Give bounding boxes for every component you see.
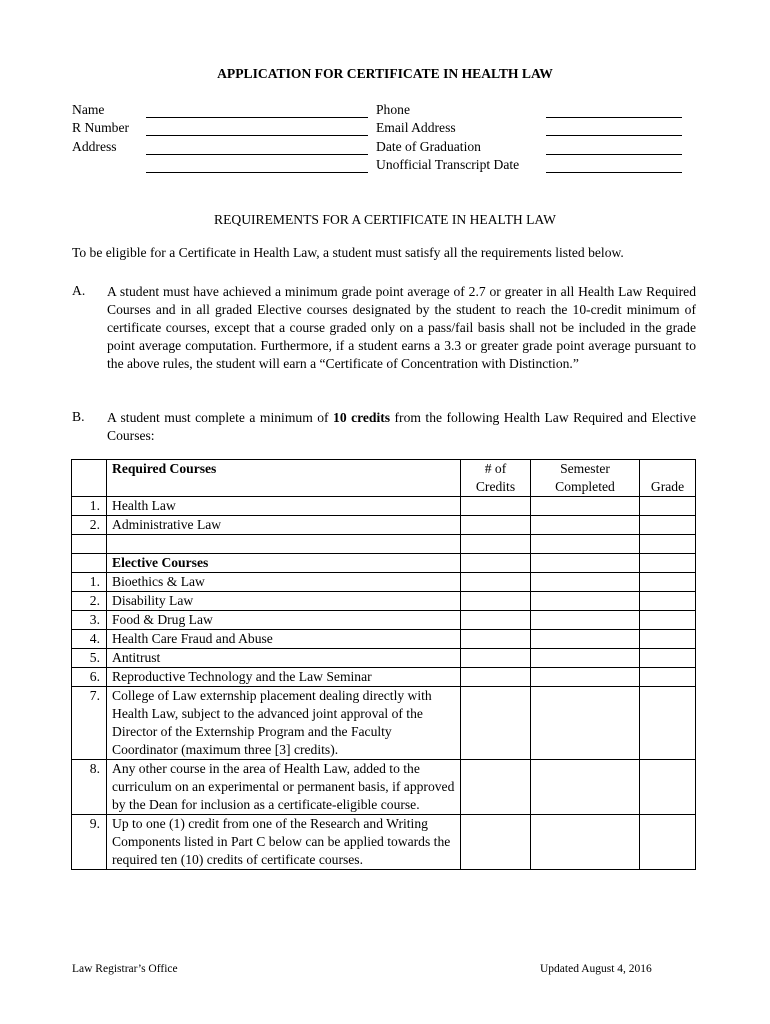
credits-header-line-1: # of	[484, 461, 507, 476]
course-name: Bioethics & Law	[107, 573, 461, 592]
transcript-date-field[interactable]	[546, 172, 682, 173]
course-name: Up to one (1) credit from one of the Research and Writing Components listed in Part C below can be applied towards the required ten (10) credits of certificate courses.	[107, 815, 461, 870]
elective-header-row	[72, 554, 696, 573]
semester-cell[interactable]	[531, 592, 640, 611]
table-row	[72, 497, 696, 516]
r-number-label: R Number	[72, 120, 130, 135]
grade-cell[interactable]	[640, 760, 696, 815]
course-name: College of Law externship placement dealing directly with Health Law, subject to the advanced joint approval of the Director of the Externship Program and the Faculty Coordinator (maximum three [3] credits).	[107, 687, 461, 760]
course-name: Food & Drug Law	[107, 611, 461, 630]
table-row	[72, 516, 696, 535]
row-number: 8.	[72, 760, 107, 815]
section-b-credits-emphasis: 10 credits	[333, 410, 391, 425]
credits-cell[interactable]	[461, 592, 531, 611]
semester-header	[531, 460, 640, 497]
table-row	[72, 687, 696, 760]
semester-cell[interactable]	[531, 630, 640, 649]
grade-cell[interactable]	[640, 592, 696, 611]
section-b-marker: B.	[72, 409, 85, 424]
name-field[interactable]	[146, 117, 368, 118]
credits-cell[interactable]	[461, 649, 531, 668]
footer-office: Law Registrar’s Office	[72, 963, 178, 975]
course-name: Any other course in the area of Health Law, added to the curriculum on an experimental or permanent basis, if approved by the Dean for inclusion as a certificate-eligible course.	[107, 760, 461, 815]
grade-cell[interactable]	[640, 649, 696, 668]
grade-cell[interactable]	[640, 611, 696, 630]
table-row	[72, 760, 696, 815]
credits-cell[interactable]	[461, 497, 531, 516]
table-row	[72, 630, 696, 649]
semester-cell[interactable]	[531, 516, 640, 535]
intro-paragraph: To be eligible for a Certificate in Health Law, a student must satisfy all the requirements listed below.	[72, 245, 624, 260]
phone-field[interactable]	[546, 117, 682, 118]
credits-cell[interactable]	[461, 630, 531, 649]
semester-cell[interactable]	[531, 611, 640, 630]
grade-cell[interactable]	[640, 516, 696, 535]
course-name: Reproductive Technology and the Law Seminar	[107, 668, 461, 687]
elective-courses-header: Elective Courses	[107, 554, 461, 573]
footer-updated-date: Updated August 4, 2016	[540, 963, 652, 975]
course-name: Health Law	[107, 497, 461, 516]
row-number: 4.	[72, 630, 107, 649]
section-b-text-start: A student must complete a minimum of	[107, 410, 334, 425]
address-field-line-2[interactable]	[146, 172, 368, 173]
transcript-date-label: Unofficial Transcript Date	[376, 157, 520, 172]
row-number: 1.	[72, 573, 107, 592]
semester-header-line-2: Completed	[555, 479, 615, 494]
grade-cell[interactable]	[640, 668, 696, 687]
email-field[interactable]	[546, 135, 682, 136]
table-row	[72, 668, 696, 687]
credits-cell[interactable]	[461, 611, 531, 630]
requirements-title: REQUIREMENTS FOR A CERTIFICATE IN HEALTH LAW	[214, 212, 556, 227]
course-name: Antitrust	[107, 649, 461, 668]
section-b-text-end: from the following Health Law Required and Elective Courses:	[107, 410, 696, 443]
section-a-text: A student must have achieved a minimum grade point average of 2.7 or greater in all Health Law Required Courses and in all graded Elective courses designated by the student to reach the 10-credit minimum of certificate courses, except that a course graded only on a pass/fail basis shall not be included in the grade point average computation. Furthermore, if a student earns a 3.3 or greater grade point average pursuant to the above rules, the student will earn a “Certificate of Concentration with Distinction.”	[107, 284, 696, 371]
row-number: 7.	[72, 687, 107, 760]
credits-header-line-2: Credits	[475, 479, 516, 494]
credits-cell[interactable]	[461, 760, 531, 815]
grade-cell[interactable]	[640, 630, 696, 649]
grade-cell[interactable]	[640, 815, 696, 870]
address-label: Address	[72, 139, 117, 154]
semester-header-line-1: Semester	[560, 461, 610, 476]
phone-label: Phone	[376, 102, 410, 117]
required-courses-header: Required Courses	[107, 460, 461, 497]
credits-cell[interactable]	[461, 668, 531, 687]
courses-table	[71, 459, 696, 870]
row-number: 2.	[72, 516, 107, 535]
table-row	[72, 649, 696, 668]
name-label: Name	[72, 102, 105, 117]
semester-cell[interactable]	[531, 497, 640, 516]
semester-cell[interactable]	[531, 815, 640, 870]
row-number: 3.	[72, 611, 107, 630]
course-name: Disability Law	[107, 592, 461, 611]
row-number: 9.	[72, 815, 107, 870]
address-field-line-1[interactable]	[146, 154, 368, 155]
credits-cell[interactable]	[461, 815, 531, 870]
grade-cell[interactable]	[640, 573, 696, 592]
credits-cell[interactable]	[461, 687, 531, 760]
section-a-marker: A.	[72, 283, 86, 298]
semester-cell[interactable]	[531, 668, 640, 687]
grade-cell[interactable]	[640, 497, 696, 516]
grade-cell[interactable]	[640, 687, 696, 760]
table-row	[72, 611, 696, 630]
semester-cell[interactable]	[531, 760, 640, 815]
section-b-text	[107, 409, 696, 445]
document-title: APPLICATION FOR CERTIFICATE IN HEALTH LAW	[217, 66, 553, 81]
spacer-row	[72, 535, 696, 554]
grade-header: Grade	[640, 460, 696, 497]
r-number-field[interactable]	[146, 135, 368, 136]
email-label: Email Address	[376, 120, 456, 135]
row-number: 5.	[72, 649, 107, 668]
row-number: 6.	[72, 668, 107, 687]
graduation-date-label: Date of Graduation	[376, 139, 481, 154]
graduation-date-field[interactable]	[546, 154, 682, 155]
row-number: 2.	[72, 592, 107, 611]
table-header-row	[72, 460, 696, 497]
row-number: 1.	[72, 497, 107, 516]
table-row	[72, 573, 696, 592]
table-row	[72, 592, 696, 611]
table-row	[72, 815, 696, 870]
course-name: Administrative Law	[107, 516, 461, 535]
credits-cell[interactable]	[461, 573, 531, 592]
semester-cell[interactable]	[531, 649, 640, 668]
course-name: Health Care Fraud and Abuse	[107, 630, 461, 649]
semester-cell[interactable]	[531, 687, 640, 760]
semester-cell[interactable]	[531, 573, 640, 592]
credits-header	[461, 460, 531, 497]
credits-cell[interactable]	[461, 516, 531, 535]
